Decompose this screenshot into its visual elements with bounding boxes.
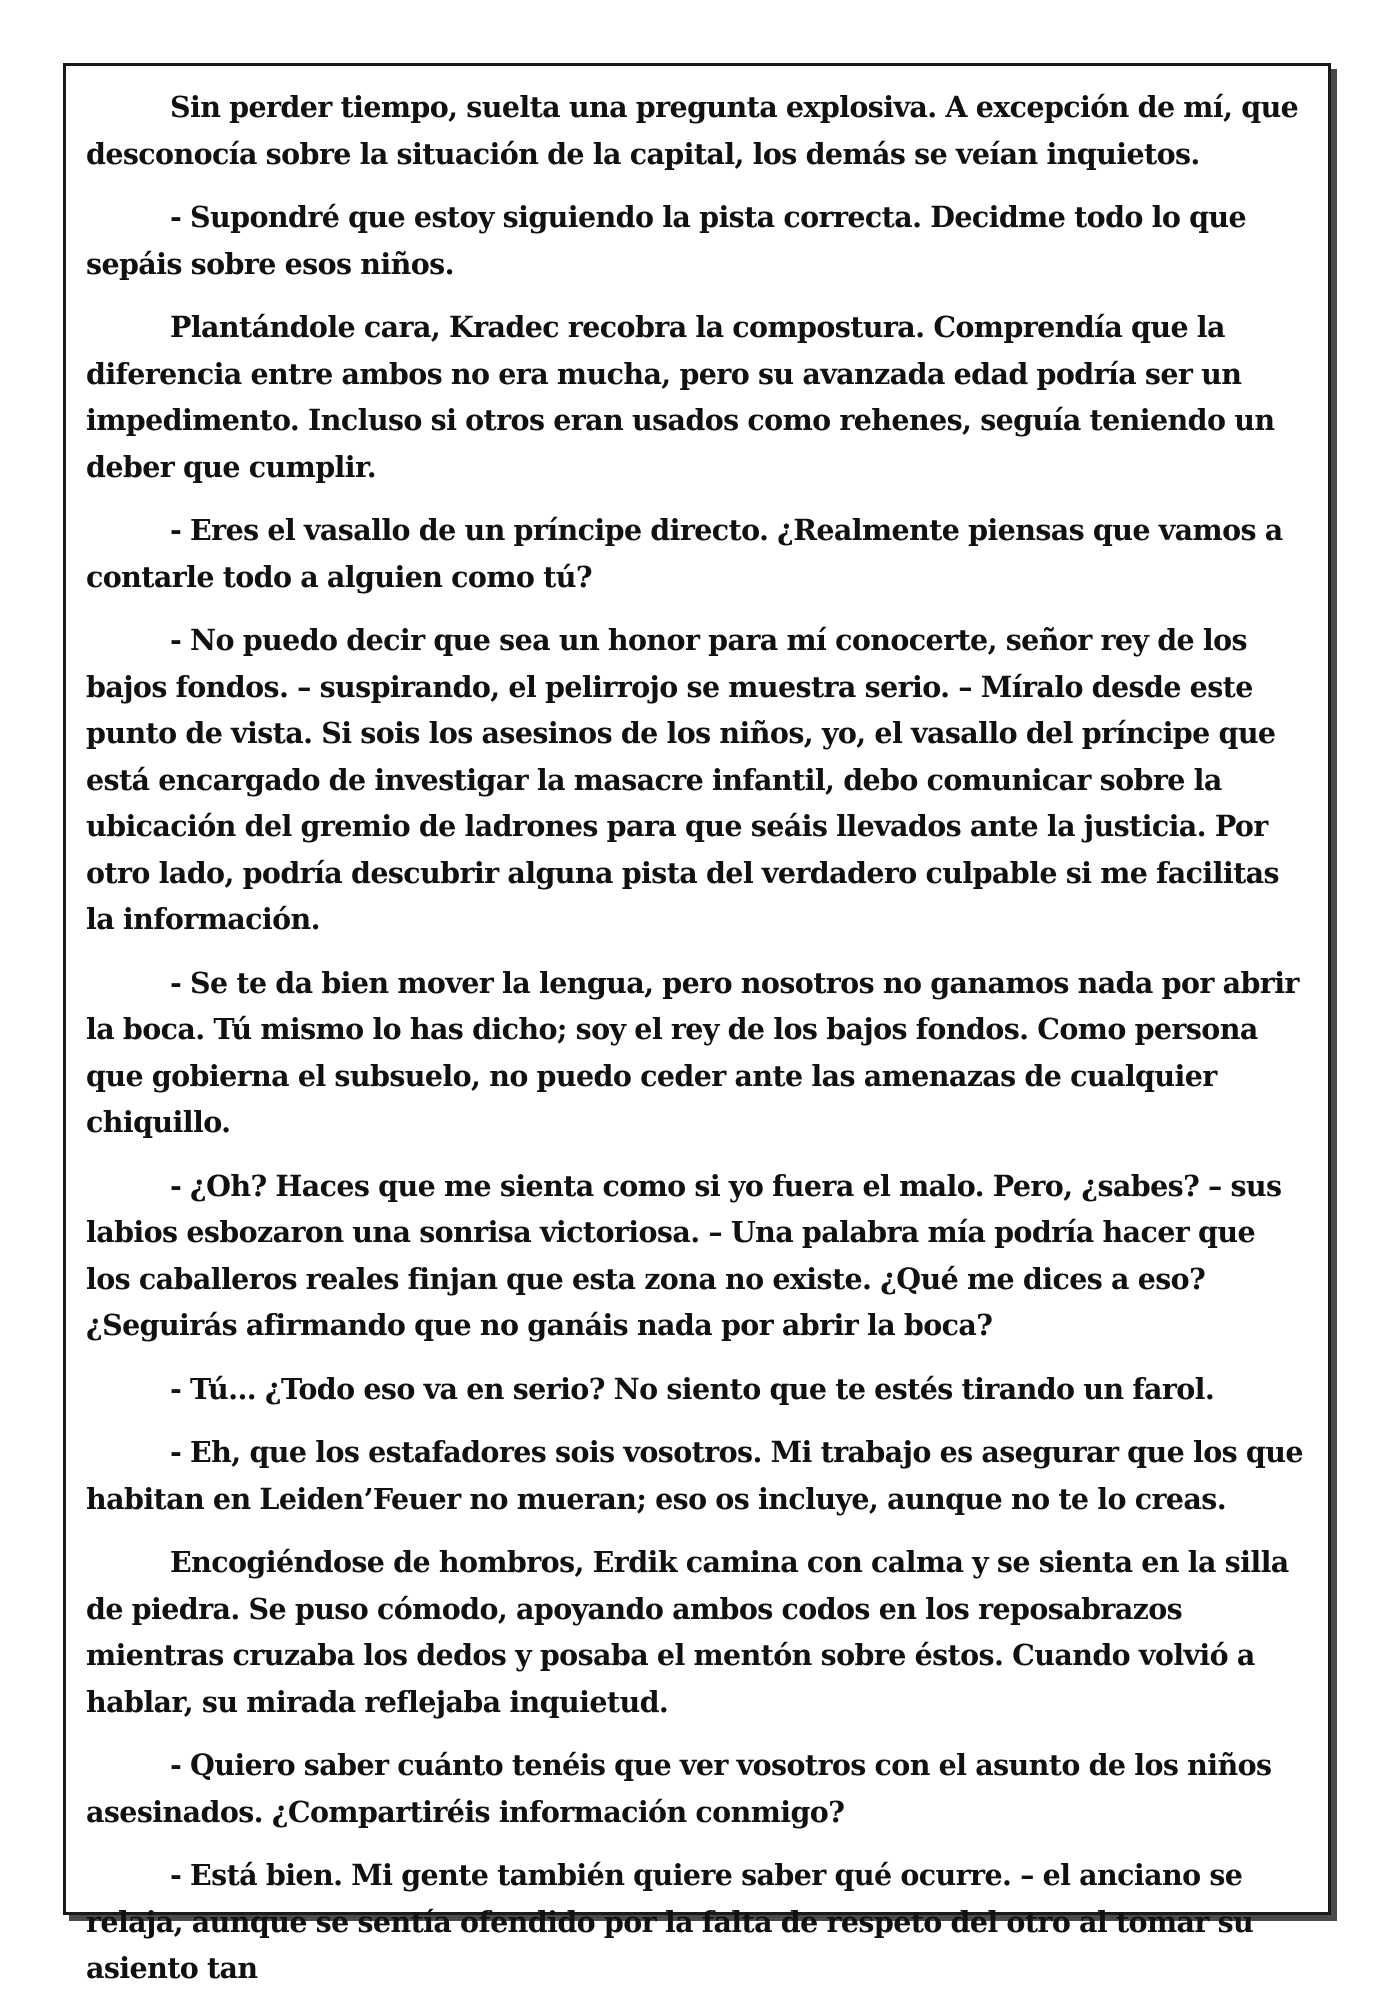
paragraph: Plantándole cara, Kradec recobra la compostura. Comprendía que la diferencia entre ambos no era mucha, pero su avanzada edad podría ser un impedimento. Incluso si otros eran usados como rehenes, seguía teniendo un deber que cumplir.	[86, 310, 1275, 484]
paragraph: - Eh, que los estafadores sois vosotros. Mi trabajo es asegurar que los que habitan en Leiden’Feuer no mueran; eso os incluye, aunque no te lo creas.	[86, 1435, 1303, 1516]
paragraph: - Eres el vasallo de un príncipe directo. ¿Realmente piensas que vamos a contarle todo a alguien como tú?	[86, 513, 1283, 594]
paragraph: - No puedo decir que sea un honor para mí conocerte, señor rey de los bajos fondos. – suspirando, el pelirrojo se muestra serio. – Míralo desde este punto de vista. Si sois los asesinos de los niños, yo, el vasallo del príncipe que está encargado de investigar la masacre infantil, debo comunicar sobre la ubicación del gremio de ladrones para que seáis llevados ante la justicia. Por otro lado, podría descubrir alguna pista del verdadero culpable si me facilitas la información.	[86, 623, 1279, 936]
paragraph: - Quiero saber cuánto tenéis que ver vosotros con el asunto de los niños asesinados. ¿Compartiréis información conmigo?	[86, 1748, 1272, 1829]
paragraph: - Se te da bien mover la lengua, pero nosotros no ganamos nada por abrir la boca. Tú mismo lo has dicho; soy el rey de los bajos fondos. Como persona que gobierna el subsuelo, no puedo ceder ante las amenazas de cualquier chiquillo.	[86, 965, 1299, 1139]
paragraph: - ¿Oh? Haces que me sienta como si yo fuera el malo. Pero, ¿sabes? – sus labios esbozaron una sonrisa victoriosa. – Una palabra mía podría hacer que los caballeros reales finjan que esta zona no existe. ¿Qué me dices a eso? ¿Seguirás afirmando que no ganáis nada por abrir la boca?	[86, 1168, 1282, 1342]
paragraph: - Está bien. Mi gente también quiere saber qué ocurre. – el anciano se relaja, aunque se sentía ofendido por la falta de respeto del otro al tomar su asiento tan	[86, 1858, 1254, 1985]
page-frame	[63, 63, 1331, 1985]
paragraph: - Tú... ¿Todo eso va en serio? No siento que te estés tirando un farol.	[170, 1371, 1215, 1406]
paragraph: - Supondré que estoy siguiendo la pista correcta. Decidme todo lo que sepáis sobre esos niños.	[86, 200, 1247, 281]
paragraph: Sin perder tiempo, suelta una pregunta explosiva. A excepción de mí, que desconocía sobre la situación de la capital, los demás se veían inquietos.	[86, 90, 1299, 171]
text-body	[86, 84, 1306, 2009]
paragraph: Encogiéndose de hombros, Erdik camina con calma y se sienta en la silla de piedra. Se puso cómodo, apoyando ambos codos en los reposabrazos mientras cruzaba los dedos y posaba el mentón sobre éstos. Cuando volvió a hablar, su mirada reflejaba inquietud.	[86, 1545, 1289, 1719]
